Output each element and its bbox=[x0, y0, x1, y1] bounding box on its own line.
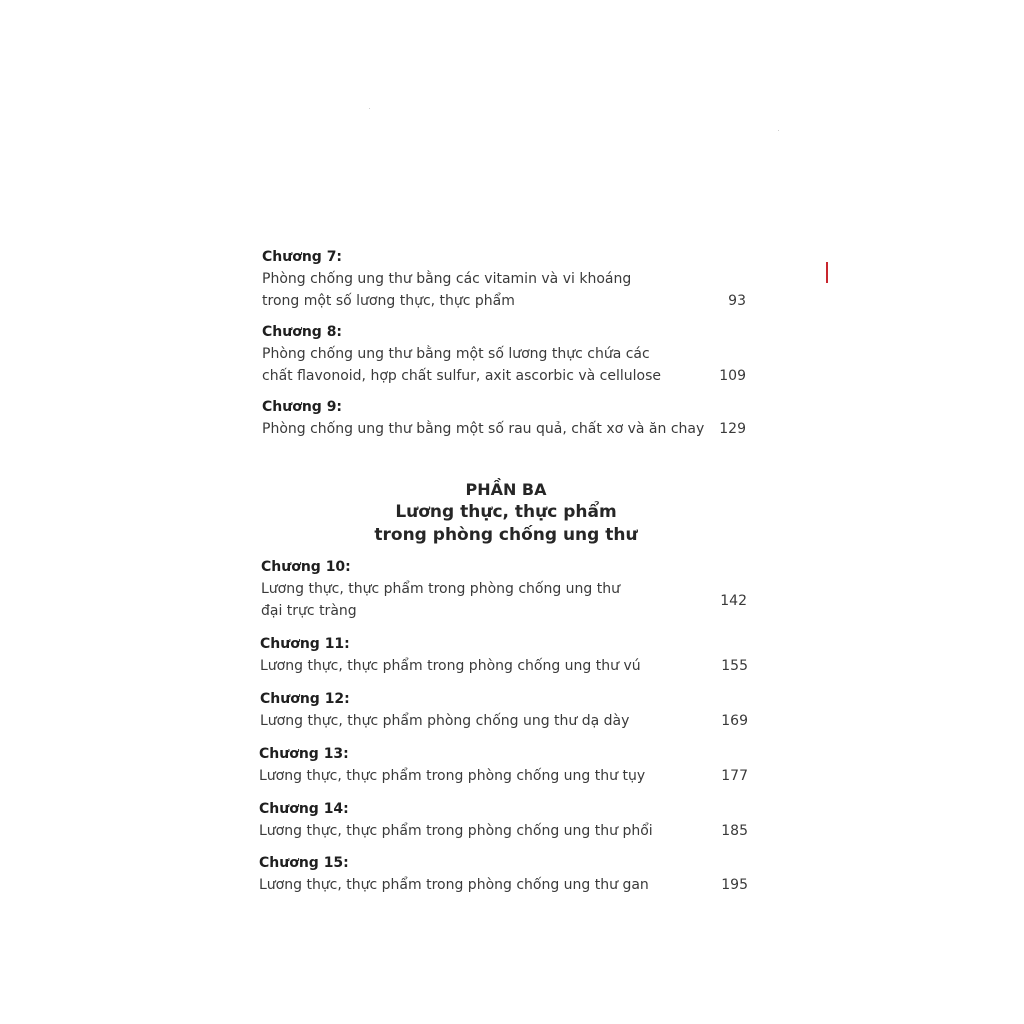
paper-speck bbox=[369, 108, 370, 109]
toc-entry-chapter-11 bbox=[260, 633, 750, 677]
part-label: PHẦN BA bbox=[465, 480, 547, 499]
chapter-number: Chương 8: bbox=[262, 324, 343, 340]
chapter-number: Chương 15: bbox=[259, 855, 349, 871]
page-number: 109 bbox=[719, 368, 746, 384]
toc-entry-chapter-12 bbox=[260, 688, 750, 732]
chapter-title-line: Lương thực, thực phẩm trong phòng chống ung thư vú bbox=[260, 658, 641, 674]
chapter-title-line: chất flavonoid, hợp chất sulfur, axit ascorbic và cellulose bbox=[262, 368, 661, 384]
page-edge-mark bbox=[826, 262, 828, 283]
page-number: 177 bbox=[721, 768, 748, 784]
page-number: 142 bbox=[720, 593, 747, 609]
chapter-number: Chương 13: bbox=[259, 746, 349, 762]
chapter-title-line: Lương thực, thực phẩm trong phòng chống ung thư tụy bbox=[259, 768, 646, 784]
toc-entry-chapter-14 bbox=[259, 798, 749, 842]
page-number: 155 bbox=[721, 658, 748, 674]
chapter-title-line: đại trực tràng bbox=[261, 603, 357, 619]
chapter-number: Chương 14: bbox=[259, 801, 349, 817]
page-number: 185 bbox=[721, 823, 748, 839]
chapter-title-line: Phòng chống ung thư bằng một số lương thực chứa các bbox=[262, 346, 650, 362]
chapter-number: Chương 9: bbox=[262, 399, 343, 415]
chapter-number: Chương 7: bbox=[262, 249, 343, 265]
toc-entry-chapter-15 bbox=[259, 852, 749, 896]
chapter-title-line: Lương thực, thực phẩm trong phòng chống ung thư phổi bbox=[259, 823, 653, 839]
chapter-number: Chương 10: bbox=[261, 559, 351, 575]
page-number: 195 bbox=[721, 877, 748, 893]
chapter-title-line: Lương thực, thực phẩm trong phòng chống ung thư gan bbox=[259, 877, 649, 893]
chapter-title-line: Lương thực, thực phẩm phòng chống ung thư dạ dày bbox=[260, 713, 630, 729]
chapter-title-line: Phòng chống ung thư bằng một số rau quả, chất xơ và ăn chay bbox=[262, 421, 705, 437]
part-heading bbox=[256, 479, 756, 547]
chapter-title-line: Lương thực, thực phẩm trong phòng chống ung thư bbox=[261, 581, 621, 597]
paper-speck bbox=[778, 130, 779, 131]
part-title-line: trong phòng chống ung thư bbox=[374, 525, 638, 545]
toc-entry-chapter-7 bbox=[262, 246, 752, 312]
toc-entry-chapter-9 bbox=[262, 396, 752, 440]
chapter-number: Chương 12: bbox=[260, 691, 350, 707]
part-title-line: Lương thực, thực phẩm bbox=[395, 502, 617, 522]
chapter-title-line: trong một số lương thực, thực phẩm bbox=[262, 293, 515, 309]
toc-entry-chapter-8 bbox=[262, 321, 752, 387]
page-number: 129 bbox=[719, 421, 746, 437]
chapter-title-line: Phòng chống ung thư bằng các vitamin và vi khoáng bbox=[262, 271, 632, 287]
chapter-number: Chương 11: bbox=[260, 636, 350, 652]
toc-entry-chapter-13 bbox=[259, 743, 749, 787]
page-number: 93 bbox=[728, 293, 746, 309]
page-number: 169 bbox=[721, 713, 748, 729]
toc-entry-chapter-10 bbox=[261, 556, 751, 622]
